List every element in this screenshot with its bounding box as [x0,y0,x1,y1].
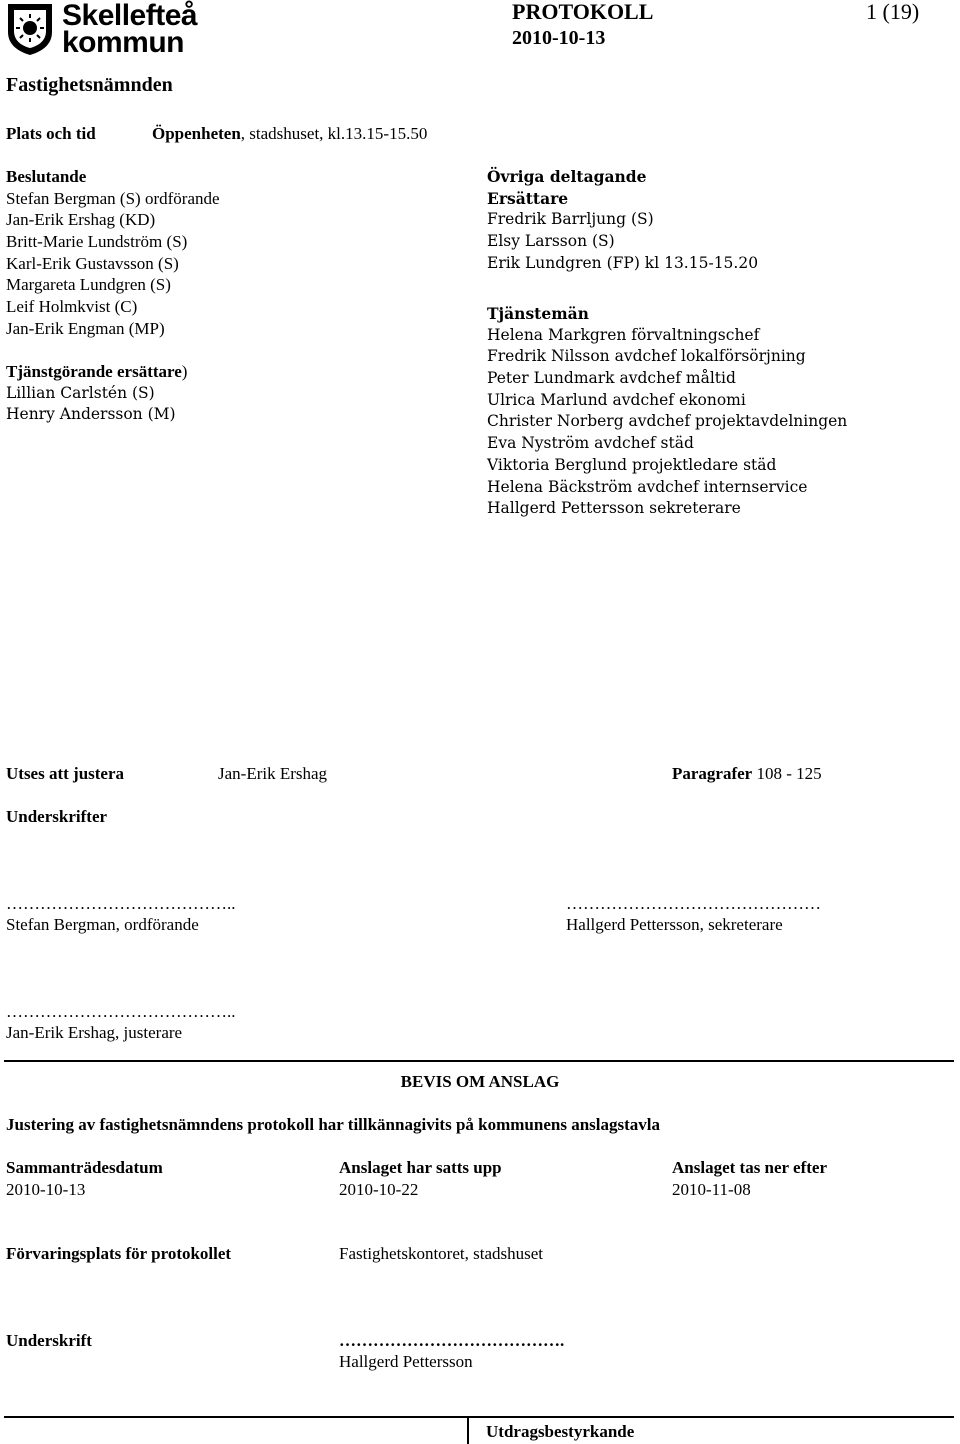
signature-line-chair: ………………………………….. [6,894,236,913]
list-item: Elsy Larsson (S) [487,232,615,251]
ovriga-heading: Övriga deltagande [487,167,647,186]
beslutande-section [6,166,220,340]
place-label: Plats och tid [6,124,96,143]
logo-line-2: kommun [62,26,185,59]
signature-line-secretary: ……………………………………… [566,894,821,913]
forvaring-label: Förvaringsplats för protokollet [6,1244,232,1263]
list-item: Margareta Lundgren (S) [6,275,171,295]
ersattare-heading: Ersättare [487,188,569,208]
coat-of-arms-icon [6,2,54,56]
bevis-title: BEVIS OM ANSLAG [400,1072,560,1091]
tjanstgorande-section [6,361,187,426]
tjansteman-heading: Tjänstemän [487,304,589,323]
list-item: Jan-Erik Ershag (KD) [6,210,156,230]
municipality-logo [6,0,198,59]
list-item: Ulrica Marlund avdchef ekonomi [487,390,746,409]
list-item: Helena Bäckström avdchef internservice [487,477,808,496]
utdragsbestyrkande: Utdragsbestyrkande [486,1422,635,1441]
paragrafer-value: 108 - 125 [756,764,822,783]
list-item: Jan-Erik Engman (MP) [6,318,165,338]
bevis-statement: Justering av fastighetsnämndens protokoll har tillkännagivits på kommunens anslagstavla [6,1115,660,1134]
list-item: Eva Nyström avdchef städ [487,434,694,453]
logo-line-1: Skellefteå [62,0,198,32]
list-item: Lillian Carlstén (S) [6,383,155,402]
tjanstgorande-heading-row [6,361,187,383]
paragrafer-label: Paragrafer [672,764,753,783]
list-item: Karl-Erik Gustavsson (S) [6,253,179,273]
place-details: , stadshuset, kl.13.15-15.50 [240,124,428,143]
signature-name-secretary: Hallgerd Pettersson, sekreterare [566,915,783,934]
list-item: Christer Norberg avdchef projektavdelningen [487,412,848,431]
tjansteman-section [487,303,847,520]
ovriga-section [487,166,758,274]
signature-name-chair: Stefan Bergman, ordförande [6,915,199,934]
logo-wordmark [62,0,198,59]
col3-label: Anslaget tas ner efter [672,1158,828,1177]
place-value [152,123,427,145]
section-divider [4,1060,954,1062]
doc-type: PROTOKOLL [512,0,654,24]
tjanstgorande-heading: Tjänstgörande ersättare [6,362,182,381]
list-item: Britt-Marie Lundström (S) [6,232,188,252]
footer-box-left-border [467,1416,469,1444]
committee-name: Fastighetsnämnden [6,74,173,96]
utses-label: Utses att justera [6,764,125,783]
underskrift-line: …………………………………. [339,1331,565,1350]
list-item: Peter Lundmark avdchef måltid [487,369,736,388]
underskrifter-label: Underskrifter [6,807,108,826]
doc-date: 2010-10-13 [512,27,606,49]
col1-label: Sammanträdesdatum [6,1158,163,1177]
col2-label: Anslaget har satts upp [339,1158,502,1177]
beslutande-heading: Beslutande [6,167,87,186]
list-item: Viktoria Berglund projektledare städ [487,455,777,474]
footer-divider [4,1416,954,1418]
forvaring-value: Fastighetskontoret, stadshuset [339,1244,543,1263]
underskrift-name: Hallgerd Pettersson [339,1352,473,1371]
list-item: Fredrik Nilsson avdchef lokalförsörjning [487,347,806,366]
list-item: Hallgerd Pettersson sekreterare [487,499,741,518]
list-item: Helena Markgren förvaltningschef [487,325,760,344]
tjanstgorande-suffix: ) [181,362,188,381]
list-item: Stefan Bergman (S) ordförande [6,188,220,208]
list-item: Leif Holmkvist (C) [6,297,138,317]
list-item: Fredrik Barrljung (S) [487,210,654,229]
paragrafer [672,763,822,785]
signature-line-adjuster: ………………………………….. [6,1002,236,1021]
list-item: Henry Andersson (M) [6,405,176,424]
place-room: Öppenheten [152,124,241,143]
col1-value: 2010-10-13 [6,1180,86,1199]
signature-name-adjuster: Jan-Erik Ershag, justerare [6,1023,183,1042]
list-item: Erik Lundgren (FP) kl 13.15-15.20 [487,253,759,272]
col2-value: 2010-10-22 [339,1180,419,1199]
utses-value: Jan-Erik Ershag [218,764,328,783]
page-number: 1 (19) [866,0,920,24]
underskrift-label: Underskrift [6,1331,92,1350]
col3-value: 2010-11-08 [672,1180,751,1199]
